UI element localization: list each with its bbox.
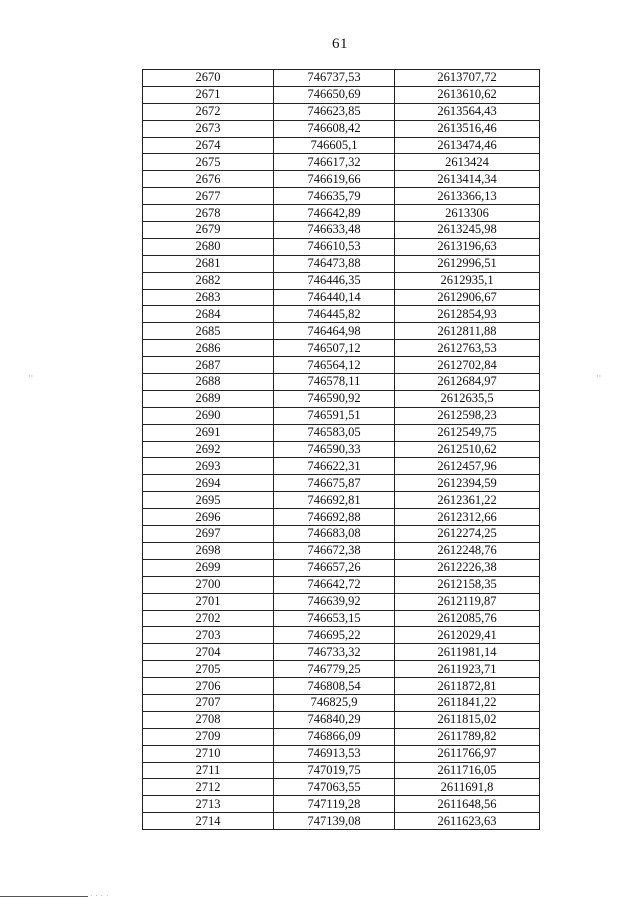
table-row [143,407,540,424]
point-number-cell: 2687 [143,357,274,374]
y-coordinate-cell: 2611789,82 [395,728,540,745]
y-coordinate-cell: 2612085,76 [395,610,540,627]
y-coordinate-cell: 2613516,46 [395,120,540,137]
x-coordinate-cell: 746622,31 [274,458,395,475]
coordinates-table [142,69,540,830]
x-coordinate-cell: 746733,32 [274,644,395,661]
x-coordinate-cell: 746564,12 [274,357,395,374]
x-coordinate-cell: 746642,89 [274,205,395,222]
x-coordinate-cell: 747119,28 [274,796,395,813]
point-number-cell: 2710 [143,745,274,762]
x-coordinate-cell: 746642,72 [274,576,395,593]
x-coordinate-cell: 746440,14 [274,289,395,306]
point-number-cell: 2685 [143,323,274,340]
y-coordinate-cell: 2612394,59 [395,475,540,492]
x-coordinate-cell: 746635,79 [274,188,395,205]
y-coordinate-cell: 2612906,67 [395,289,540,306]
y-coordinate-cell: 2612119,87 [395,593,540,610]
x-coordinate-cell: 746657,26 [274,559,395,576]
table-row [143,289,540,306]
x-coordinate-cell: 747019,75 [274,762,395,779]
x-coordinate-cell: 746653,15 [274,610,395,627]
table-row [143,86,540,103]
point-number-cell: 2671 [143,86,274,103]
y-coordinate-cell: 2611766,97 [395,745,540,762]
point-number-cell: 2675 [143,154,274,171]
point-number-cell: 2678 [143,205,274,222]
x-coordinate-cell: 746840,29 [274,711,395,728]
x-coordinate-cell: 746446,35 [274,272,395,289]
point-number-cell: 2688 [143,374,274,391]
point-number-cell: 2697 [143,526,274,543]
table-row [143,238,540,255]
x-coordinate-cell: 746650,69 [274,86,395,103]
table-row [143,694,540,711]
point-number-cell: 2690 [143,407,274,424]
point-number-cell: 2711 [143,762,274,779]
y-coordinate-cell: 2612702,84 [395,357,540,374]
table-row [143,762,540,779]
x-coordinate-cell: 746623,85 [274,103,395,120]
y-coordinate-cell: 2612158,35 [395,576,540,593]
point-number-cell: 2707 [143,694,274,711]
y-coordinate-cell: 2612274,25 [395,526,540,543]
y-coordinate-cell: 2612635,5 [395,390,540,407]
table-row [143,475,540,492]
table-row [143,340,540,357]
table-row [143,509,540,526]
y-coordinate-cell: 2613245,98 [395,222,540,239]
x-coordinate-cell: 746866,09 [274,728,395,745]
y-coordinate-cell: 2612549,75 [395,424,540,441]
point-number-cell: 2679 [143,222,274,239]
table-row [143,813,540,830]
point-number-cell: 2701 [143,593,274,610]
x-coordinate-cell: 746507,12 [274,340,395,357]
table-row [143,70,540,87]
point-number-cell: 2693 [143,458,274,475]
table-row [143,323,540,340]
y-coordinate-cell: 2612811,88 [395,323,540,340]
table-row [143,458,540,475]
x-coordinate-cell: 746672,38 [274,542,395,559]
y-coordinate-cell: 2612361,22 [395,492,540,509]
table-row [143,272,540,289]
table-row [143,103,540,120]
coordinates-table-body [143,70,540,830]
y-coordinate-cell: 2612312,66 [395,509,540,526]
y-coordinate-cell: 2612854,93 [395,306,540,323]
x-coordinate-cell: 746695,22 [274,627,395,644]
table-row [143,576,540,593]
table-row [143,796,540,813]
table-row [143,728,540,745]
point-number-cell: 2672 [143,103,274,120]
point-number-cell: 2703 [143,627,274,644]
table-row [143,661,540,678]
table-row [143,255,540,272]
y-coordinate-cell: 2611872,81 [395,678,540,695]
y-coordinate-cell: 2613564,43 [395,103,540,120]
table-row [143,678,540,695]
point-number-cell: 2683 [143,289,274,306]
y-coordinate-cell: 2611691,8 [395,779,540,796]
point-number-cell: 2673 [143,120,274,137]
footer-dots: ···· [90,892,112,900]
point-number-cell: 2682 [143,272,274,289]
y-coordinate-cell: 2612684,97 [395,374,540,391]
x-coordinate-cell: 746473,88 [274,255,395,272]
point-number-cell: 2681 [143,255,274,272]
x-coordinate-cell: 746590,33 [274,441,395,458]
y-coordinate-cell: 2613424 [395,154,540,171]
table-row [143,188,540,205]
point-number-cell: 2699 [143,559,274,576]
point-number-cell: 2714 [143,813,274,830]
point-number-cell: 2713 [143,796,274,813]
x-coordinate-cell: 746737,53 [274,70,395,87]
point-number-cell: 2704 [143,644,274,661]
point-number-cell: 2680 [143,238,274,255]
table-row [143,610,540,627]
table-row [143,306,540,323]
y-coordinate-cell: 2613474,46 [395,137,540,154]
y-coordinate-cell: 2612029,41 [395,627,540,644]
x-coordinate-cell: 747063,55 [274,779,395,796]
x-coordinate-cell: 746608,42 [274,120,395,137]
y-coordinate-cell: 2611841,22 [395,694,540,711]
y-coordinate-cell: 2611623,63 [395,813,540,830]
y-coordinate-cell: 2612598,23 [395,407,540,424]
table-row [143,222,540,239]
point-number-cell: 2705 [143,661,274,678]
x-coordinate-cell: 746779,25 [274,661,395,678]
table-row [143,137,540,154]
x-coordinate-cell: 746610,53 [274,238,395,255]
point-number-cell: 2696 [143,509,274,526]
y-coordinate-cell: 2612226,38 [395,559,540,576]
table-row [143,711,540,728]
table-row [143,779,540,796]
point-number-cell: 2684 [143,306,274,323]
y-coordinate-cell: 2613610,62 [395,86,540,103]
table-row [143,171,540,188]
table-row [143,593,540,610]
x-coordinate-cell: 746692,81 [274,492,395,509]
table-row [143,357,540,374]
y-coordinate-cell: 2612510,62 [395,441,540,458]
x-coordinate-cell: 746633,48 [274,222,395,239]
point-number-cell: 2695 [143,492,274,509]
point-number-cell: 2709 [143,728,274,745]
table-row [143,154,540,171]
y-coordinate-cell: 2613414,34 [395,171,540,188]
x-coordinate-cell: 746578,11 [274,374,395,391]
table-row [143,627,540,644]
table-row [143,559,540,576]
point-number-cell: 2674 [143,137,274,154]
x-coordinate-cell: 746619,66 [274,171,395,188]
x-coordinate-cell: 746913,53 [274,745,395,762]
table-row [143,424,540,441]
table-row [143,441,540,458]
x-coordinate-cell: 747139,08 [274,813,395,830]
x-coordinate-cell: 746825,9 [274,694,395,711]
table-row [143,492,540,509]
y-coordinate-cell: 2612935,1 [395,272,540,289]
page-number: 61 [332,36,348,52]
point-number-cell: 2712 [143,779,274,796]
x-coordinate-cell: 746675,87 [274,475,395,492]
y-coordinate-cell: 2613707,72 [395,70,540,87]
point-number-cell: 2691 [143,424,274,441]
table-row [143,542,540,559]
x-coordinate-cell: 746591,51 [274,407,395,424]
y-coordinate-cell: 2611923,71 [395,661,540,678]
y-coordinate-cell: 2611815,02 [395,711,540,728]
point-number-cell: 2694 [143,475,274,492]
point-number-cell: 2670 [143,70,274,87]
point-number-cell: 2706 [143,678,274,695]
x-coordinate-cell: 746445,82 [274,306,395,323]
y-coordinate-cell: 2613366,13 [395,188,540,205]
table-row [143,120,540,137]
point-number-cell: 2698 [143,542,274,559]
x-coordinate-cell: 746583,05 [274,424,395,441]
point-number-cell: 2708 [143,711,274,728]
point-number-cell: 2702 [143,610,274,627]
table-row [143,374,540,391]
y-coordinate-cell: 2613306 [395,205,540,222]
y-coordinate-cell: 2611981,14 [395,644,540,661]
x-coordinate-cell: 746683,08 [274,526,395,543]
point-number-cell: 2677 [143,188,274,205]
point-number-cell: 2689 [143,390,274,407]
footer-rule [0,896,88,897]
y-coordinate-cell: 2612248,76 [395,542,540,559]
x-coordinate-cell: 746617,32 [274,154,395,171]
scan-speck: ·· [28,372,34,381]
y-coordinate-cell: 2612457,96 [395,458,540,475]
point-number-cell: 2686 [143,340,274,357]
point-number-cell: 2692 [143,441,274,458]
table-row [143,526,540,543]
y-coordinate-cell: 2612763,53 [395,340,540,357]
x-coordinate-cell: 746605,1 [274,137,395,154]
y-coordinate-cell: 2611716,05 [395,762,540,779]
table-row [143,745,540,762]
x-coordinate-cell: 746590,92 [274,390,395,407]
table-row [143,390,540,407]
table-row [143,205,540,222]
y-coordinate-cell: 2613196,63 [395,238,540,255]
x-coordinate-cell: 746464,98 [274,323,395,340]
y-coordinate-cell: 2611648,56 [395,796,540,813]
point-number-cell: 2676 [143,171,274,188]
x-coordinate-cell: 746639,92 [274,593,395,610]
x-coordinate-cell: 746692,88 [274,509,395,526]
point-number-cell: 2700 [143,576,274,593]
scan-speck: ·· [596,372,602,381]
y-coordinate-cell: 2612996,51 [395,255,540,272]
table-row [143,644,540,661]
x-coordinate-cell: 746808,54 [274,678,395,695]
